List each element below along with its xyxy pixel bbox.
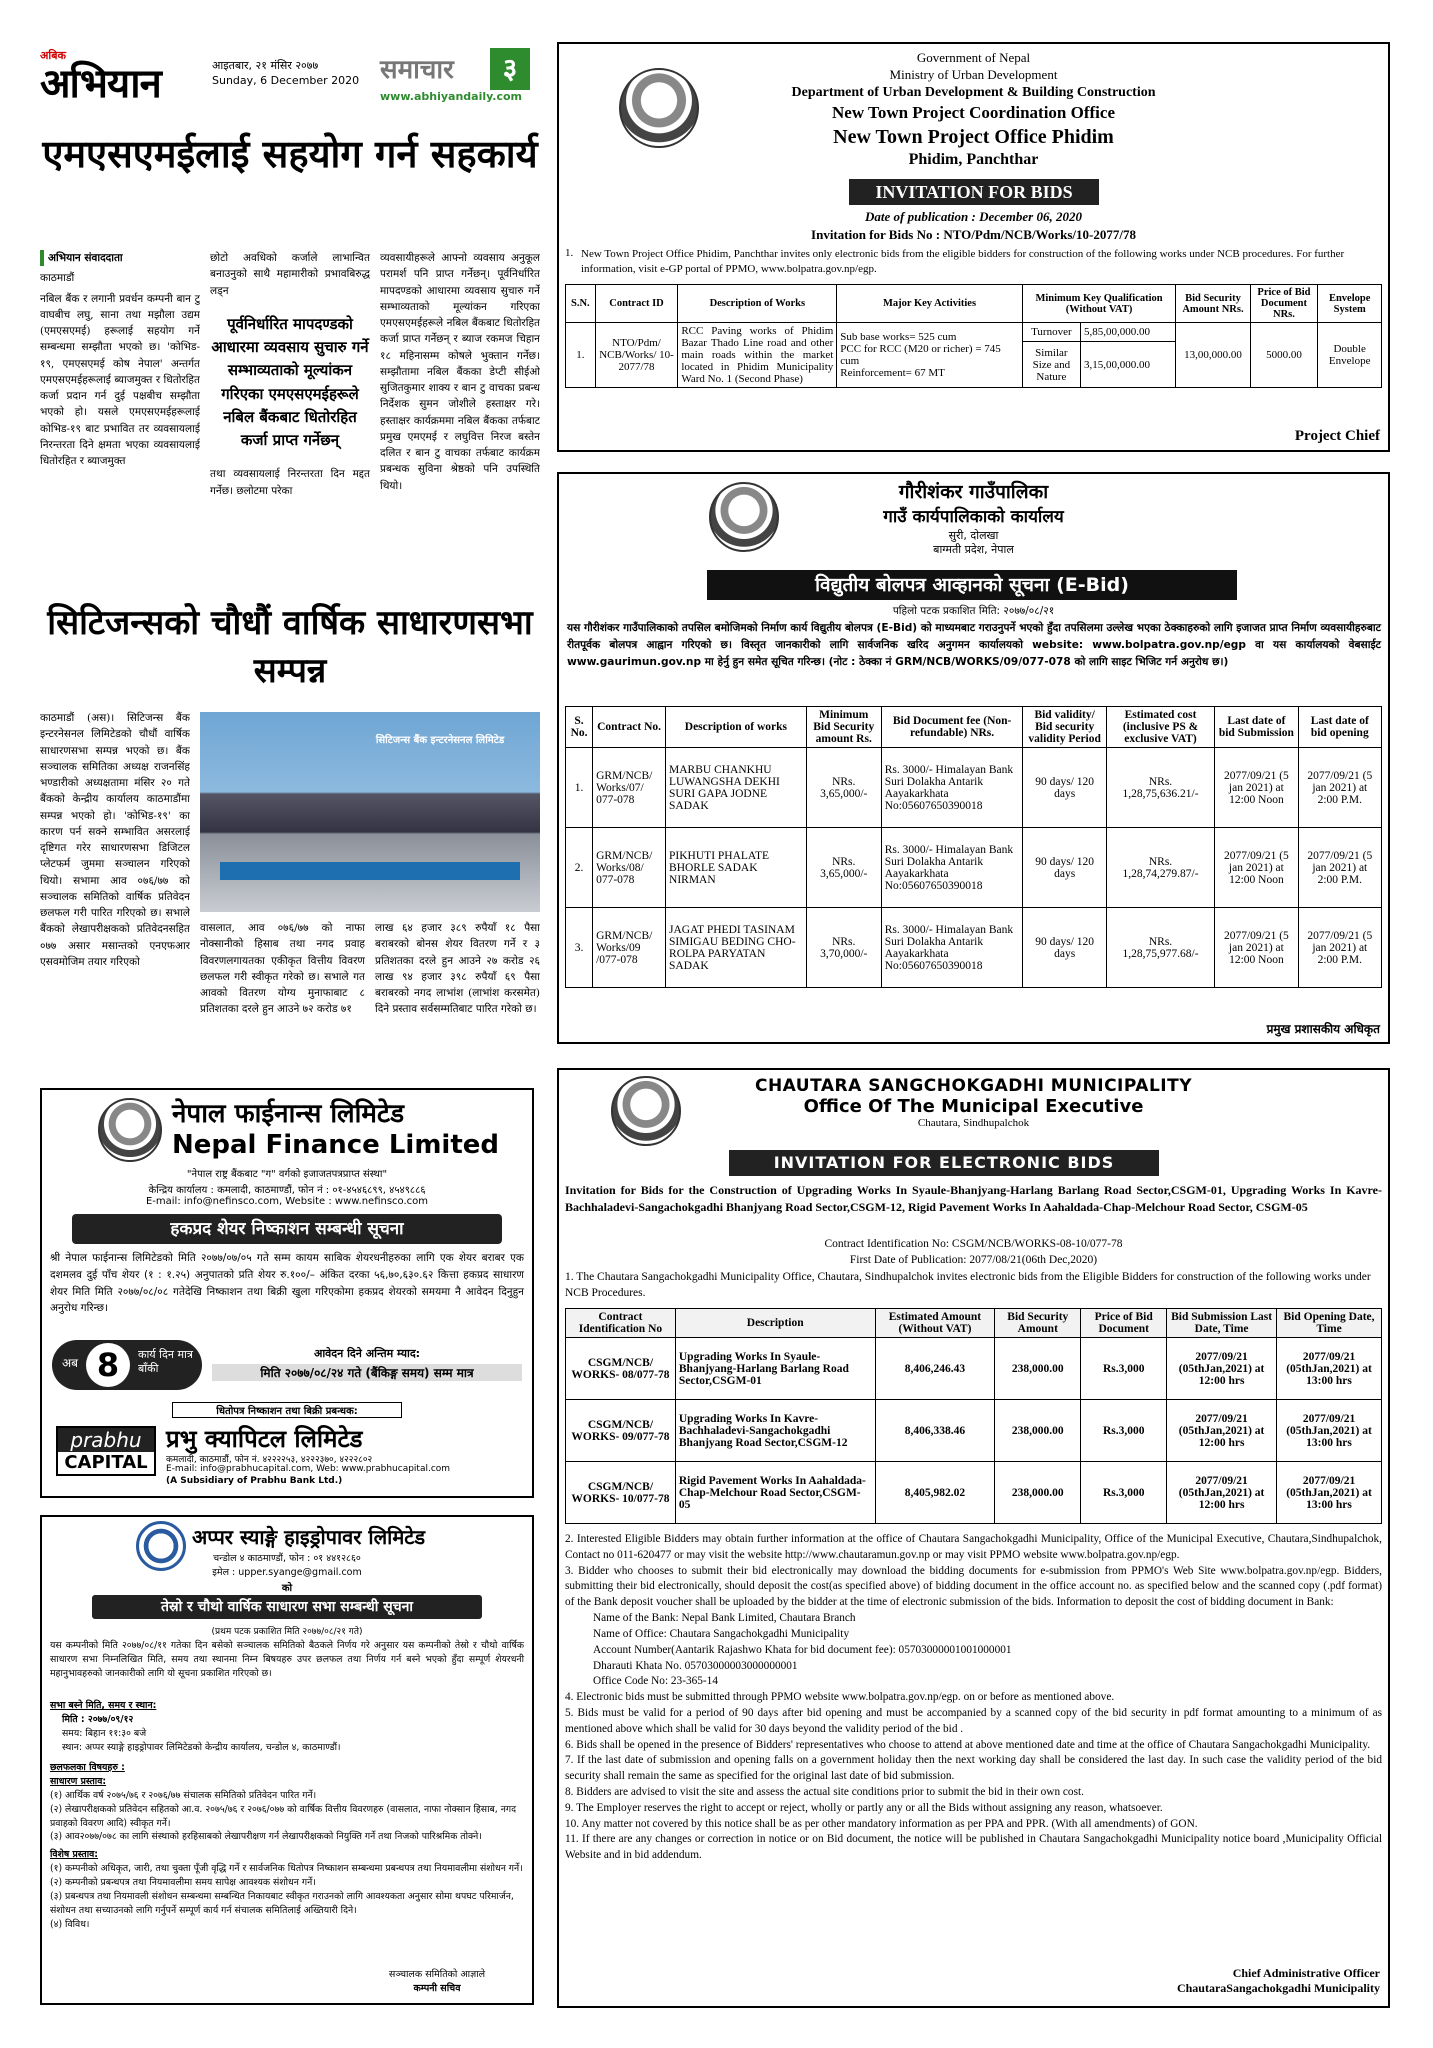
ph-q2-val: 3,15,00,000.00 [1081, 342, 1176, 388]
ch-bank-line: Account Number(Aantarik Rajashwo Khata for bid document fee): 05703000001001000001 [593, 1643, 1012, 1656]
ch-items [565, 1532, 1382, 1864]
article1-text3: व्यवसायीहरूले आफ्नो व्यवसाय अनुकूल परामर्श पनि प्राप्त गर्नेछन्। पूर्वनिर्धारित मापदण्डको आधारमा व्यवसाय सुचारु गर्ने सम्भाव्यताको मूल्यांकन गरिएका एमएसएमईहरूले नबिल बैंकबाट धितोरहित कर्जा प्राप्त गर्नेछन् र ब्याज रकमज चिहान १८ महिनासम्म कोषले भुक्तान गर्नेछ। सम्झौतामा नबिल बैंकका डेप्टी सीईओ सुजितकुमार शाक्य र बान टु वाचका प्रबन्ध निर्देशक सुमन जोशीले हस्ताक्षर गरे। हस्ताक्षर कार्यक्रममा नबिल बैंकका तर्फबाट प्रमुख एमएमई र लघुवित्त निरज बस्तेन दलित र बान टु वाचका तर्फबाट कार्यक्रम प्रबन्धक सुविना श्रेष्ठको पनि उपस्थिति थियो। [380, 252, 540, 492]
gs-cell: GRM/NCB/ Works/09 /077-078 [593, 908, 666, 988]
table-row [566, 323, 1382, 342]
us-sign1: सञ्चालक समितिको आज्ञाले [388, 1969, 486, 1980]
date-en: Sunday, 6 December 2020 [212, 74, 360, 87]
ch-bank-line: Name of Office: Chautara Sangachokgadhi Municipality [593, 1627, 850, 1640]
ph-th-id: Contract ID [595, 285, 678, 323]
nf-manager-name: प्रभु क्यापिटल लिमिटेड [166, 1425, 363, 1453]
ph-act3: Reinforcement= 67 MT [840, 367, 945, 379]
website: www.abhiyandaily.com [380, 90, 523, 103]
ph-desc: RCC Paving works of Phidim Bazar Thado Line road and other main roads within the market located in Phidim Municipality Ward No. 1 (Second Phase) [678, 323, 837, 388]
ph-q1-val: 5,85,00,000.00 [1081, 323, 1176, 342]
ch-th-open: Bid Opening Date, Time [1277, 1309, 1382, 1338]
gs-intro: यस गौरीशंकर गाउँपालिकाको तपसिल बमोजिमको निर्माण कार्य विद्युतीय बोलपत्र (E-Bid) को माध्यमबाट गराउनुपर्ने भएको हुँदा तपसिलमा उल्लेख भएका ठेक्काहरुको लागि इजाजत प्राप्त निर्माण व्यवसायीहरुबाट रीतपूर्वक बोलपत्र आह्वान गरिएको छ। विस्तृत जानकारीको लागि सार्वजनिक खरिद अनुगमन कार्यालयको website: www.bolpatra.gov.np/egp वा यस कार्यालयको वेबसाईट www.gaurimun.gov.np मा हेर्नु हुन समेत सूचित गरिन्छ। (नोट : ठेक्का नं GRM/NCB/WORKS/09/077-078 को लागि साइट भिजिट गर्न अनुरोध छ।) [567, 622, 1381, 669]
ch-bank [565, 1611, 1382, 1690]
prabhu-capital-logo [56, 1426, 156, 1476]
phidim-header [559, 50, 1388, 171]
us-first-pub: (प्रथम पटक प्रकाशित मिति २०७७/०८/२१ गते) [211, 1627, 363, 1637]
ph-sign: Project Chief [1294, 428, 1380, 444]
gaurishankar-notice [557, 472, 1390, 1044]
us-agenda-label: छलफलका विषयहरु : [50, 1761, 125, 1773]
ph-l2: Ministry of Urban Development [889, 66, 1058, 82]
ph-l3: Department of Urban Development & Building Construction [791, 84, 1156, 100]
ch-cell: Rigid Pavement Works In Aahaldada-Chap-Melchour Road Sector,CSGM-05 [675, 1462, 875, 1524]
ch-bank-line: Dharauti Khata No. 05703000003000000001 [593, 1659, 798, 1672]
ch-header [559, 1076, 1388, 1129]
nf-days-badge [52, 1340, 202, 1390]
gs-office: गाउँ कार्यपालिकाको कार्यालय [883, 506, 1064, 527]
nf-deadline-label: आवेदन दिने अन्तिम म्याद: [313, 1347, 421, 1360]
gs-cell: NRs. 1,28,75,636.21/- [1106, 748, 1214, 828]
ch-bank-line: Name of the Bank: Nepal Bank Limited, Chautara Branch [593, 1612, 856, 1625]
us-details [50, 1699, 524, 1932]
article1-headline: एमएसएमईलाई सहयोग गर्न सहकार्य [42, 132, 538, 176]
article2-col1: काठमाडौं (अस)। सिटिजन्स बैंक इन्टरनेसनल लिमिटेडको चौधौं वार्षिक साधारणसभा सम्पन्न भएको छ। बैंक सञ्चालक समितिका अध्यक्ष राजनसिंह भण्डारीको अध्यक्षतामा मंसिर २० गते बैंकको केन्द्रीय कार्यालय काठमाडौंमा सम्पन्न भएको हो। 'कोभिड-१९' का कारण पर्न सक्ने सम्भावित असरलाई दृष्टिगत गरेर साधारणसभा डिजिटल प्लेटफर्म जुममा सञ्चालन गरिएको थियो। सभामा आव ०७६/७७ को सञ्चालक समितिको वार्षिक प्रतिवेदन छलफल गरी पारित गरिएको छ। सभाले बैंकको लेखापरीक्षकको प्रतिवेदनसहित ०७७ असार मसान्तको एनएफआर एसवमोजिम तयार गरिएको [40, 712, 190, 968]
article1-col1 [40, 250, 200, 580]
prabhu-logo-top: prabhu [58, 1428, 154, 1452]
ch-item: 11. If there are any changes or correction in notice or on Bid document, the notice will be published in Chautara Sangachokgadhi Municipality notice board ,Municipality Official Website and in bid addendum. [565, 1833, 1382, 1862]
nf-tagline: "नेपाल राष्ट्र बैंकबाट "ग" वर्गको इजाजतपत्रप्राप्त संस्था" [186, 1169, 388, 1180]
table-row [566, 1462, 1382, 1524]
ph-l1: Government of Nepal [916, 50, 1031, 65]
article2-cols [200, 920, 540, 1060]
gs-sign: प्रमुख प्रशासकीय अधिकृत [1266, 1022, 1380, 1036]
ph-l4: New Town Project Coordination Office [832, 102, 1115, 122]
us-special-3: (३) प्रबन्धपत्र तथा नियमावली संशोधन सम्बन्धमा सम्बन्धित निकायबाट स्वीकृत गराउनको लागि आवश्यकता अनुसार सोमा थपघट परिमार्जन, संशोधन तथा सच्याउनको लागि गर्नुपर्ने सम्पूर्ण कार्य गर्न संचालक समितिलाई अख्तियारी दिने। [50, 1891, 514, 1917]
article1-text2b: तथा व्यवसायलाई निरन्तरता दिन मद्दत गर्नेछ। छलोटमा परेका [210, 468, 370, 497]
prabhu-logo-bottom: CAPITAL [64, 1452, 148, 1473]
ch-th-desc: Description [675, 1309, 875, 1338]
ch-th-sec: Bid Security Amount [995, 1309, 1081, 1338]
ch-th-est: Estimated Amount (Without VAT) [875, 1309, 995, 1338]
ph-activities [837, 323, 1022, 388]
ph-banner: INVITATION FOR BIDS [849, 179, 1099, 205]
article1-body [40, 250, 540, 580]
upper-syange-ad [40, 1515, 534, 2005]
us-place: स्थान: अप्पर स्याङ्गे हाइड्रोपावर लिमिटेडको केन्द्रीय कार्यालय, चन्डोल ४, काठमाण्डौं। [62, 1741, 341, 1753]
ch-cell: CSGM/NCB/ WORKS- 10/077-78 [566, 1462, 676, 1524]
ch-cell: 2077/09/21 (05thJan,2021) at 12:00 hrs [1167, 1462, 1277, 1524]
ch-table [565, 1308, 1382, 1524]
nf-manager-label: धितोपत्र निष्काशन तथा बिक्री प्रबन्धक: [172, 1402, 402, 1418]
article2-col2: वासलात, आव ०७६/७७ को नाफा नोक्सानीको हिसाब तथा नगद प्रवाह विवरणलगायतका एकीकृत वित्तीय विवरण छलफल गरी स्वीकृत गरेको छ। सभाले गत आवको वितरण योग्य मुनाफाबाट ८ प्रतिशतका दरले हुन आउने ७२ करोड ७१ [200, 922, 365, 1016]
gs-cell: NRs. 1,28,74,279.87/- [1106, 828, 1214, 908]
gs-cell: 1. [566, 748, 593, 828]
us-email: इमेल : upper.syange@gmail.com [212, 1567, 362, 1578]
ch-th-price: Price of Bid Document [1081, 1309, 1167, 1338]
us-intro: यस कम्पनीको मिति २०७७/०८/११ गतेका दिन बसेको सञ्चालक समितिको बैठकले निर्णय गरे अनुसार यस कम्पनीको तेस्रो र चौथो वार्षिक साधारण सभा निम्नलिखित मिति, समय तथा स्थानमा निम्न बिषयहरु उपर छलफल तथा निर्णय गर्न बस्ने भएको हुँदा सम्पूर्ण शेयरधनी महानुभावहरुको जानकारीको लागि यो सूचना प्रकाशित गरिएको छ। [50, 1640, 524, 1679]
ch-sign1: Chief Administrative Officer [1232, 1966, 1380, 1980]
ch-cell: 238,000.00 [995, 1462, 1081, 1524]
ph-th-act: Major Key Activities [837, 285, 1022, 323]
ph-q2-label: Similar Size and Nature [1022, 342, 1080, 388]
gs-cell: NRs. 3,65,000/- [806, 828, 881, 908]
ch-name: CHAUTARA SANGCHOKGADHI MUNICIPALITY [754, 1076, 1193, 1096]
ph-q1-label: Turnover [1022, 323, 1080, 342]
ph-act2: PCC for RCC (M20 or richer) = 745 cum [840, 343, 1001, 367]
us-date: मिति : २०७७/०९/१२ [62, 1713, 134, 1725]
article1-text1: नबिल बैंक र लगानी प्रवर्धन कम्पनी बान टु वाघबीच लघु, साना तथा मझौला उद्यम (एमएसएमई) हरूलाई सहयोग गर्ने सम्बन्धमा सम्झौता भएको छ। 'कोभिड- १९, एमएसएमई कोष नेपाल' अन्तर्गत एमएसएमईहरूलाई ब्याजमुक्त र धितोरहित कर्जा प्रदान गर्न दुई पक्षबीच सम्झौता भएको हो। यसले एमएसएमईहरूलाई कोभिड-१९ बाट प्रभावित तर व्यवसायलाई निरन्तरता दिने क्षमता भएका व्यवसायलाई धितोरहित र ब्याजमुक्त [40, 292, 200, 468]
ch-banner: INVITATION FOR ELECTRONIC BIDS [729, 1150, 1159, 1176]
us-title: तेस्रो र चौथो वार्षिक साधारण सभा सम्बन्धी सूचना [92, 1595, 482, 1619]
ph-intro: New Town Project Office Phidim, Panchthar invites only electronic bids from the eligible bidders for construction of the following works under NCB procedures. For further information, visit e-GP portal of PPMO, www.bolpatra.gov.np/egp. [581, 248, 1345, 275]
nf-manager-sub: (A Subsidiary of Prabhu Bank Ltd.) [166, 1476, 343, 1486]
ph-th-sec: Bid Security Amount NRs. [1176, 285, 1250, 323]
ph-intro-num: 1. [565, 247, 574, 259]
gs-th-open: Last date of bid opening [1298, 707, 1381, 748]
nf-notice-title: हकप्रद शेयर निष्काशन सम्बन्धी सूचना [72, 1214, 502, 1244]
ph-l6: Phidim, Panchthar [908, 151, 1039, 169]
gs-th-desc: Description of works [666, 707, 807, 748]
gs-th-sn: S. No. [566, 707, 593, 748]
gs-th-fee: Bid Document fee (Non-refundable) NRs. [881, 707, 1023, 748]
gs-table [565, 706, 1382, 988]
table-row [566, 748, 1382, 828]
nf-name-np: नेपाल फाईनान्स लिमिटेड [172, 1099, 404, 1129]
gs-cell: 2. [566, 828, 593, 908]
logo-small: अबिक [40, 49, 66, 62]
us-general-1: (१) आर्थिक वर्ष २०७५/७६ र २०७६/७७ संचालक समितिको प्रतिवेदन पारित गर्ने। [50, 1789, 317, 1801]
ch-cell: Rs.3,000 [1081, 1338, 1167, 1400]
byline: अभियान संवाददाता [40, 250, 200, 266]
ch-item: 3. Bidder who chooses to submit their bid electronically may download the bidding documents for e-submission from PPMO's Web Site www.bolpatra.gov.np/egp. Bidders, submitting their bid electronically, should deposit the cost(as specified above) of bidding document in the office account no. as specified below and the scanned copy (.pdf format) of the Bank deposit voucher shall be uploaded by the bidder at the time of electronic submission of the bids. Information to deposit the cost of bidding document in Bank: [565, 1564, 1382, 1609]
ch-item: 8. Bidders are advised to visit the site and assess the actual site conditions prior to submit the bid in their own cost. [565, 1786, 1084, 1798]
ch-cell: Upgrading Works In Syaule-Bhanjyang-Harlang Barlang Road Sector,CSGM-01 [675, 1338, 875, 1400]
photo-table [220, 862, 520, 880]
ch-first-pub: First Date of Publication: 2077/08/21(06th Dec,2020) [849, 1254, 1098, 1266]
gs-cell: JAGAT PHEDI TASINAM SIMIGAU BEDING CHO-ROLPA PARYATAN SADAK [666, 908, 807, 988]
gs-th-est: Estimated cost (inclusive PS & exclusive VAT) [1106, 707, 1214, 748]
ch-item: 5. Bids must be valid for a period of 90 days after bid opening and must be accompanied by a scanned copy of the bid security in pdf format amounting to a minimum of as mentioned above which shall be valid for 30 days beyond the validity period of the bid . [565, 1706, 1382, 1735]
ch-title: Invitation for Bids for the Construction of Upgrading Works In Syaule-Bhanjyang-Harlang Barlang Road Sector,CSGM-01, Upgrading Works In Kavre-Bachhaladevi-Sangachokgadhi Bhanjyang Road Sector,CSGM-12, Rigid Pavement Works In Aahaldada-Chap-Melchour Road Sector, CSGM-05 [565, 1183, 1382, 1215]
gs-banner: विद्युतीय बोलपत्र आव्हानको सूचना (E-Bid) [707, 570, 1237, 600]
ph-th-qual: Minimum Key Qualification (Without VAT) [1022, 285, 1176, 323]
gs-pub: पहिलो पटक प्रकाशित मिति: २०७७/०८/२१ [892, 605, 1055, 617]
us-sign2: कम्पनी सचिव [413, 1983, 461, 1994]
ch-sign2: ChautaraSangachokgadhi Municipality [1176, 1981, 1380, 1995]
ch-th-sub: Bid Submission Last Date, Time [1167, 1309, 1277, 1338]
ph-pub-date: Date of publication : December 06, 2020 [865, 209, 1082, 224]
gs-cell: PIKHUTI PHALATE BHORLE SADAK NIRMAN [666, 828, 807, 908]
ph-envelope: Double Envelope [1318, 323, 1382, 388]
gs-cell: Rs. 3000/- Himalayan Bank Suri Dolakha Antarik Aayakarkhata No:05607650390018 [881, 828, 1023, 908]
ch-cell: 2077/09/21 (05thJan,2021) at 13:00 hrs [1277, 1400, 1382, 1462]
gs-cell: 3. [566, 908, 593, 988]
gs-addr1: सुरी, दोलखा [948, 528, 999, 542]
ch-contract-id: Contract Identification No: CSGM/NCB/WORKS-08-10/077-78 [824, 1238, 1123, 1250]
ph-th-env: Envelope System [1318, 285, 1382, 323]
article1-col3 [380, 250, 540, 580]
table-row [566, 1338, 1382, 1400]
gs-th-sec: Minimum Bid Security amount Rs. [806, 707, 881, 748]
nf-days-prefix: अब [62, 1356, 79, 1370]
ph-price: 5000.00 [1250, 323, 1318, 388]
logo: अभियान [40, 61, 161, 107]
ch-item: 2. Interested Eligible Bidders may obtain further information at the office of Chautara Sangachokgadhi Municipality, Office of the Municipal Executive, Chautara,Sindhupalchok, Contact no 011-620477 or may visit the website http://www.chautaramun.gov.np or may visit PPMO website www.bolpatra.gov.np/egp. [565, 1533, 1382, 1561]
nf-manager-addr: कमलादी, काठमाडौं, फोन नं. ४२२२२५३, ४२२२३७०, ४२२२८०२ [166, 1455, 373, 1465]
gs-cell: 2077/09/21 (5 jan 2021) at 12:00 Noon [1215, 828, 1298, 908]
gs-header [559, 480, 1388, 558]
pullquote: पूर्वनिर्धारित मापदण्डको आधारमा व्यवसाय सुचारु गर्ने सम्भाव्यताको मूल्यांकन गरिएका एमएसएमईहरूले नबिल बैंकबाट धितोरहित कर्जा प्राप्त गर्नेछन् [211, 314, 369, 450]
gs-cell: NRs. 3,65,000/- [806, 748, 881, 828]
article2-headline: सिटिजन्सको चौधौं वार्षिक साधारणसभा सम्पन्न [47, 603, 533, 691]
dateline: काठमाडौं [40, 272, 75, 285]
gs-th-no: Contract No. [593, 707, 666, 748]
ch-item: 4. Electronic bids must be submitted through PPMO website www.bolpatra.gov.np/egp. on or before as mentioned above. [565, 1691, 1115, 1704]
us-general-2: (२) लेखापरीक्षकको प्रतिवेदन सहितको आ.व. २०७५/७६ र २०७६/०७७ को वार्षिक वित्तीय विवरणहरु (वासलात, नाफा नोक्सान हिसाब, नगद प्रवाहको विवरण आदि) स्वीकृत गर्ने। [50, 1803, 517, 1829]
ch-item: 10. Any matter not covered by this notice shall be as per other mandatory information as per PPA and PPR. (With all amendments) of GON. [565, 1817, 1198, 1830]
ph-bid-no: Invitation for Bids No : NTO/Pdm/NCB/Works/10-2077/78 [811, 227, 1136, 242]
article1-col2 [210, 250, 370, 580]
us-general-3: (३) आव२०७७/०७८ का लागि संस्थाको हरहिसाबको लेखापरीक्षण गर्न लेखापरीक्षकको नियुक्ति गर्ने तथा निजको पारिश्रमिक तोक्ने। [50, 1831, 482, 1843]
nf-office: केन्द्रिय कार्यालय : कमलादी, काठमाण्डौं, फोन नं : ०१-४५४६८९९, ४५४९८८६ [148, 1185, 426, 1196]
gs-cell: 2077/09/21 (5 jan 2021) at 12:00 Noon [1215, 908, 1298, 988]
nepal-finance-ad [40, 1088, 534, 1498]
us-ko: को [281, 1583, 293, 1594]
gs-cell: 90 days/ 120 days [1023, 828, 1106, 908]
photo-banner: सिटिजन्स बैंक इन्टरनेसनल लिमिटेड [375, 735, 505, 746]
ph-th-price: Price of Bid Document NRs. [1250, 285, 1318, 323]
gs-cell: Rs. 3000/- Himalayan Bank Suri Dolakha Antarik Aayakarkhata No:05607650390018 [881, 748, 1023, 828]
ch-th-id: Contract Identification No [566, 1309, 676, 1338]
phidim-notice [557, 42, 1390, 452]
ch-cell: Rs.3,000 [1081, 1462, 1167, 1524]
gs-cell: 90 days/ 120 days [1023, 748, 1106, 828]
us-meeting-label: सभा बस्ने मिति, समय र स्थान: [50, 1700, 157, 1711]
us-special-label: विशेष प्रस्ताव: [50, 1849, 99, 1861]
nf-manager-email: E-mail: info@prabhucapital.com, Web: www.prabhucapital.com [166, 1464, 451, 1474]
ch-addr: Chautara, Sindhupalchok [917, 1117, 1030, 1129]
ph-table [565, 284, 1382, 388]
ph-th-desc: Description of Works [678, 285, 837, 323]
gs-cell: Rs. 3000/- Himalayan Bank Suri Dolakha Antarik Aayakarkhata No:05607650390018 [881, 908, 1023, 988]
us-special-2: (२) कम्पनीको प्रबन्धपत्र तथा नियमावलीमा समय सापेक्ष आवश्यक संशोधन गर्ने। [50, 1877, 316, 1889]
us-general-label: साधारण प्रस्ताव: [50, 1775, 107, 1787]
page-number: ३ [490, 48, 530, 90]
ch-cell: 8,406,338.46 [875, 1400, 995, 1462]
gs-cell: GRM/NCB/ Works/07/ 077-078 [593, 748, 666, 828]
ch-cell: 238,000.00 [995, 1338, 1081, 1400]
article1-text2: छोटो अवधिको कर्जाले लाभान्वित बनाउनुको साथै महामारीको प्रभावबिरुद्ध लड्न [210, 252, 370, 297]
nf-days-number: 8 [86, 1343, 130, 1387]
gs-addr2: बाग्मती प्रदेश, नेपाल [933, 543, 1014, 557]
ch-item: 9. The Employer reserves the right to accept or reject, wholly or partly any or all the Bids without assigning any reason, whatsoever. [565, 1801, 1163, 1814]
us-special-4: (४) विविध। [50, 1919, 90, 1931]
ph-security: 13,00,000.00 [1176, 323, 1250, 388]
ch-item: 6. Bids shall be opened in the presence of Bidders' representatives who choose to attend at above mentioned date and time at the office of Chautara Sangachokgadhi Municipality. [565, 1738, 1371, 1751]
nf-body: श्री नेपाल फाईनान्स लिमिटेडको मिति २०७७/०७/०५ गते सम्म कायम साबिक शेयरधनीहरुका लागि एक शेयर बराबर एक दशमलव दुई पाँच शेयर (१ : १.२५) अनुपातको प्रति शेयर रु.१००/– अंकित दरका ५६,७०,६३०.६२ कित्ता हकप्रद साधारण शेयर मिति मिति २०७७/०८/०८ गतेदेखि निष्काशन तथा बिक्री खुला गरिएकोमा हकप्रद शेयरको समयमा नै आवेदन दिनुहुन अनुरोध गरिन्छ। [50, 1252, 524, 1315]
nf-contact: E-mail: info@nefinsco.com, Website : www.nefinsco.com [145, 1196, 429, 1207]
ch-item: 7. If the last date of submission and opening falls on a government holiday then the next working day shall be considered the last day. In such case the validity period of the bid security shall remain the same as specified for the original last date of bid submission. [565, 1754, 1382, 1783]
nf-days-suffix: कार्य दिन मात्र बाँकी [138, 1348, 193, 1376]
gs-name: गौरीशंकर गाउँपालिका [898, 481, 1049, 503]
ch-cell: CSGM/NCB/ WORKS- 09/077-78 [566, 1400, 676, 1462]
table-row [566, 1400, 1382, 1462]
ch-cell: 8,406,246.43 [875, 1338, 995, 1400]
table-row [566, 828, 1382, 908]
us-address: चन्डोल ४ काठमाण्डौं, फोन : ०१ ४४१२८६० [213, 1553, 361, 1564]
us-time: समय: बिहान ११:३० बजे [62, 1727, 147, 1739]
gs-cell: NRs. 3,70,000/- [806, 908, 881, 988]
ph-act1: Sub base works= 525 cum [840, 331, 957, 343]
gs-th-sub: Last date of bid Submission [1215, 707, 1298, 748]
gs-cell: NRs. 1,28,75,977.68/- [1106, 908, 1214, 988]
nf-name-en: Nepal Finance Limited [172, 1130, 500, 1160]
gs-cell: 2077/09/21 (5 jan 2021) at 2:00 P.M. [1298, 908, 1381, 988]
ch-cell: 2077/09/21 (05thJan,2021) at 13:00 hrs [1277, 1338, 1382, 1400]
nepal-finance-logo-icon [98, 1098, 162, 1162]
ch-cell: Upgrading Works In Kavre-Bachhaladevi-Sangachokgadhi Bhanjyang Road Sector,CSGM-12 [675, 1400, 875, 1462]
ch-sign [1177, 1966, 1380, 1996]
ch-cell: 2077/09/21 (05thJan,2021) at 13:00 hrs [1277, 1462, 1382, 1524]
ch-cell: CSGM/NCB/ WORKS- 08/077-78 [566, 1338, 676, 1400]
gs-cell: MARBU CHANKHU LUWANGSHA DEKHI SURI GAPA JODNE SADAK [666, 748, 807, 828]
ch-office: Office Of The Municipal Executive [803, 1096, 1144, 1117]
us-name: अप्पर स्याङ्गे हाइड्रोपावर लिमिटेड [192, 1525, 426, 1549]
gs-cell: 2077/09/21 (5 jan 2021) at 2:00 P.M. [1298, 748, 1381, 828]
article2-col3: लाख ६४ हजार ३८९ रुपैयाँ १८ पैसा बराबरको बोनस शेयर वितरण गर्ने र ३ प्रतिशतका दरले हुन आउने २७ करोड २६ लाख ९४ हजार ३९८ रुपैयाँ ६९ पैसा बराबरको नगद लाभांश (लाभांश करसमेत) दिने प्रस्ताव सर्वसम्मतिबाट पारित गरेको छ। [375, 922, 540, 1016]
gs-cell: 90 days/ 120 days [1023, 908, 1106, 988]
ch-p1: 1. The Chautara Sangachokgadhi Municipality Office, Chautara, Sindhupalchok invites electronic bids from the Eligible Bidders for construction of the following works under NCB Procedures. [565, 1271, 1371, 1299]
gs-cell: 2077/09/21 (5 jan 2021) at 2:00 P.M. [1298, 828, 1381, 908]
ph-id: NTO/Pdm/ NCB/Works/ 10-2077/78 [595, 323, 678, 388]
ch-cell: Rs.3,000 [1081, 1400, 1167, 1462]
ch-cell: 2077/09/21 (05thJan,2021) at 12:00 hrs [1167, 1338, 1277, 1400]
agm-photo [200, 712, 540, 912]
chautara-notice [557, 1068, 1390, 2008]
ph-sn: 1. [566, 323, 596, 388]
ch-cell: 238,000.00 [995, 1400, 1081, 1462]
section-label: समाचार [380, 55, 454, 85]
masthead [40, 48, 540, 106]
date-np: आइतबार, २१ मंसिर २०७७ [212, 59, 319, 72]
table-row [566, 908, 1382, 988]
nf-deadline: मिति २०७७/०८/२४ गते (बैंकिङ्ग समय) सम्म मात्र [212, 1364, 522, 1381]
ch-cell: 2077/09/21 (05thJan,2021) at 12:00 hrs [1167, 1400, 1277, 1462]
ch-bank-line: Office Code No: 23-365-14 [593, 1675, 718, 1688]
ch-cell: 8,405,982.02 [875, 1462, 995, 1524]
gs-th-val: Bid validity/ Bid security validity Period [1023, 707, 1106, 748]
ph-l5: New Town Project Office Phidim [833, 126, 1114, 149]
ph-th-sn: S.N. [566, 285, 596, 323]
gs-cell: GRM/NCB/ Works/08/ 077-078 [593, 828, 666, 908]
gs-cell: 2077/09/21 (5 jan 2021) at 12:00 Noon [1215, 748, 1298, 828]
us-special-1: (१) कम्पनीको अधिकृत, जारी, तथा चुक्ता पूँजी वृद्धि गर्ने र सार्वजनिक धितोपत्र निष्काशन सम्बन्धमा प्रबन्धपत्र तथा नियमावलीमा संशोधन गर्ने। [50, 1863, 523, 1875]
